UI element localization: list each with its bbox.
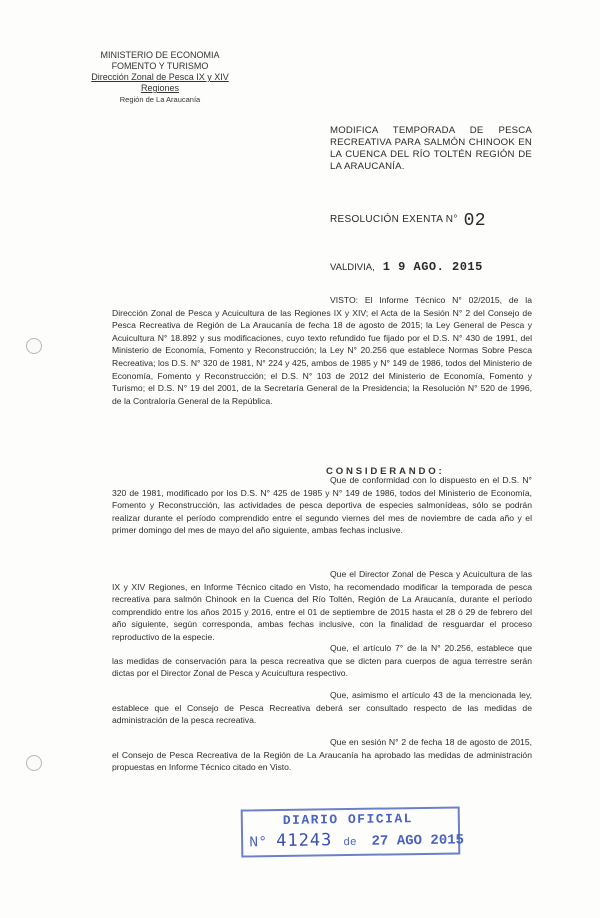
resolution-number-line [330, 211, 486, 231]
stamp-de: de [343, 836, 357, 850]
ministry-name: MINISTERIO DE ECONOMIA [100, 50, 220, 60]
sub-ministry-name: FOMENTO Y TURISMO [111, 61, 209, 71]
diario-oficial-stamp [241, 806, 465, 857]
stamp-number: 41243 [276, 830, 333, 852]
resolution-number: 02 [463, 211, 486, 231]
resolution-subject: MODIFICA TEMPORADA DE PESCA RECREATIVA PARA SALMÓN CHINOOK EN LA CUENCA DEL RÍO TOLTÉN REGIÓN DE LA ARAUCANÍA. [330, 125, 532, 172]
considerando-1: Que de conformidad con lo dispuesto en el D.S. N° 320 de 1981, modificado por los D.S. N° 425 de 1985 y N° 149 de 1986, todos del Ministerio de Economía, Fomento y Reconstrucción, las actividades de pesca deportiva de especies salmonídeas, sólo se podrán realizar durante el período comprendido entre el segundo viernes del mes de noviembre de cada año y el primer domingo del mes de mayo del año siguiente, ambas fechas inclusive. [112, 475, 532, 536]
punch-hole-top [26, 338, 42, 354]
stamp-title: DIARIO OFICIAL [282, 811, 414, 828]
punch-hole-bottom [26, 755, 42, 771]
stamp-date: 27 AGO 2015 [371, 832, 465, 850]
regions-label: Regiones [140, 83, 180, 93]
date-stamp: 1 9 AGO. 2015 [382, 260, 483, 274]
directorate-name: Dirección Zonal de Pesca IX y XIV [91, 72, 229, 82]
region-name: Región de La Araucanía [119, 95, 201, 104]
letterhead [70, 50, 250, 105]
considerando-2: Que el Director Zonal de Pesca y Acuicultura de las IX y XIV Regiones, en Informe Técnico citado en Visto, ha recomendado modificar la temporada de pesca recreativa para salmón Chinook en la Cuenca del Río Toltén, Región de La Araucanía, durante el período comprendido entre los años 2015 y 2016, entre el 01 de septiembre de 2015 hasta el 28 ó 29 de febrero del año siguiente, según corresponda, ambas fechas inclusive, con la finalidad de resguardar el proceso reproductivo de la especie. [112, 569, 532, 642]
place-date-line [330, 260, 483, 274]
city: VALDIVIA, [330, 262, 375, 273]
considerando-heading: CONSIDERANDO: [326, 466, 445, 477]
resolution-label: RESOLUCIÓN EXENTA N° [330, 214, 458, 225]
considerando-4: Que, asimismo el artículo 43 de la mencionada ley, establece que el Consejo de Pesca Recreativa deberá ser consultado respecto de las medidas de administración de la pesca recreativa. [112, 690, 532, 726]
visto-paragraph: VISTO: El Informe Técnico N° 02/2015, de la Dirección Zonal de Pesca y Acuicultura de las Regiones IX y XIV; el Acta de la Sesión N° 2 del Consejo de Pesca Recreativa de Región de La Araucanía de fecha 18 de agosto de 2015; la Ley General de Pesca y Acuicultura N° 18.892 y sus modificaciones, cuyo texto refundido fue fijado por el D.S. N° 430 de 1991, del Ministerio de Economía, Fomento y Reconstrucción; la Ley N° 20.256 que establece Normas Sobre Pesca Recreativa; los D.S. N° 320 de 1981, N° 224 y 425, ambos de 1985 y N° 149 de 1986, todos del Ministerio de Economía, Fomento y Reconstrucción; el D.S. N° 103 de 2012 del Ministerio de Economía, Fomento y Turismo; el D.S. N° 19 del 2001, de la Secretaría General de la Presidencia; la Resolución N° 520 de 1996, de la Contraloría General de la República. [112, 295, 532, 406]
considerando-3: Que, el artículo 7° de la N° 20.256, establece que las medidas de conservación para la pesca recreativa que se dicten para cuerpos de agua terrestre serán dictas por el Director Zonal de Pesca y Acuicultura respectivo. [112, 643, 532, 679]
stamp-prefix: N° [249, 834, 268, 852]
stamp-details [249, 828, 464, 851]
considerando-5: Que en sesión N° 2 de fecha 18 de agosto de 2015, el Consejo de Pesca Recreativa de la Región de La Araucanía ha aprobado las medidas de administración propuestas en Informe Técnico citado en Visto. [112, 737, 532, 773]
